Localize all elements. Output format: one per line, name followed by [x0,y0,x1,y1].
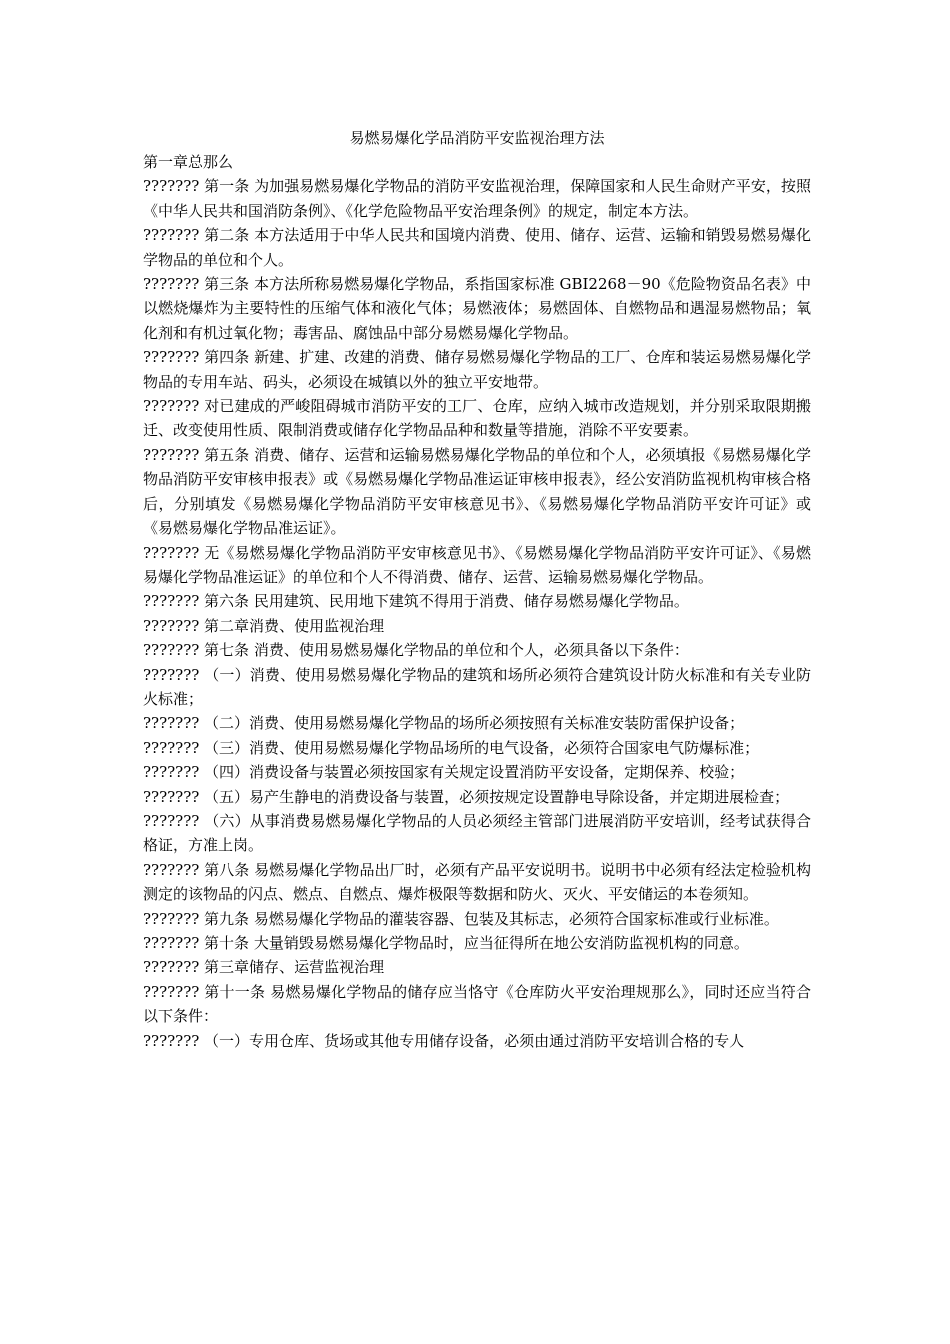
paragraph: ??????? 第六条 民用建筑、民用地下建筑不得用于消费、储存易燃易爆化学物品。 [143,592,689,611]
paragraph: ??????? 无《易燃易爆化学物品消防平安审核意见书》、《易燃易爆化学物品消防平安许可证》、《易燃易爆化学物品准运证》的单位和个人不得消费、储存、运营、运输易燃易爆化学物品。 [143,543,811,586]
chapter-heading: 第一章总那么 [143,153,234,171]
paragraph: ??????? 第十一条 易燃易爆化学物品的储存应当恪守《仓库防火平安治理规那么》，同时还应当符合以下条件： [143,982,811,1026]
paragraph: ??????? 对已建成的严峻阻碍城市消防平安的工厂、仓库，应纳入城市改造规划，并分别采取限期搬迁、改变使用性质、限制消费或储存化学物品品种和数量等措施，消除不平安要素。 [143,397,811,440]
paragraph: ??????? 第九条 易燃易爆化学物品的灌装容器、包装及其标志，必须符合国家标准或行业标准。 [143,909,779,928]
paragraph: ??????? （六）从事消费易燃易爆化学物品的人员必须经主管部门进展消防平安培训，经考试获得合格证，方准上岗。 [143,811,811,855]
paragraph: ??????? 第七条 消费、使用易燃易爆化学物品的单位和个人，必须具备以下条件： [143,641,689,660]
document-body [143,126,811,1053]
paragraph: ??????? （四）消费设备与装置必须按国家有关规定设置消防平安设备，定期保养、校验； [143,763,745,782]
paragraph: ??????? 第二条 本方法适用于中华人民共和国境内消费、使用、储存、运营、运输和销毁易燃易爆化学物品的单位和个人。 [143,226,811,269]
document-title: 易燃易爆化学品消防平安监视治理方法 [349,129,605,147]
paragraph: ??????? （一）消费、使用易燃易爆化学物品的建筑和场所必须符合建筑设计防火标准和有关专业防火标准； [143,665,811,708]
paragraph: ??????? 第十条 大量销毁易燃易爆化学物品时，应当征得所在地公安消防监视机构的同意。 [143,934,749,952]
chapter-heading: ??????? 第二章消费、使用监视治理 [143,616,385,635]
paragraph: ??????? 第三条 本方法所称易燃易爆化学物品，系指国家标准 GBI2268－90《危险物资品名表》中以燃烧爆炸为主要特性的压缩气体和液化气体；易燃液体；易燃固体、自燃物品和遇湿易燃物品；氧化剂和有机过氧化物；毒害品、腐蚀品中部分易燃易爆化学物品。 [143,275,811,342]
paragraph: ??????? （一）专用仓库、货场或其他专用储存设备，必须由通过消防平安培训合格的专人 [143,1031,745,1050]
paragraph: ??????? 第五条 消费、储存、运营和运输易燃易爆化学物品的单位和个人，必须填报《易燃易爆化学物品消防平安审核申报表》或《易燃易爆化学物品准运证审核申报表》，经公安消防监视机构审核合格后，分别填发《易燃易爆化学物品消防平安审核意见书》、《易燃易爆化学物品消防平安许可证》或《易燃易爆化学物品准运证》。 [143,445,811,538]
paragraph: ??????? （二）消费、使用易燃易爆化学物品的场所必须按照有关标准安装防雷保护设备； [143,714,745,733]
paragraph: ??????? 第一条 为加强易燃易爆化学物品的消防平安监视治理，保障国家和人民生命财产平安，按照《中华人民共和国消防条例》、《化学危险物品平安治理条例》的规定，制定本方法。 [143,177,811,220]
paragraph: ??????? 第四条 新建、扩建、改建的消费、储存易燃易爆化学物品的工厂、仓库和装运易燃易爆化学物品的专用车站、码头，必须设在城镇以外的独立平安地带。 [143,348,811,391]
chapter-heading: ??????? 第三章储存、运营监视治理 [143,958,385,977]
paragraph: ??????? （三）消费、使用易燃易爆化学物品场所的电气设备，必须符合国家电气防爆标准； [143,738,760,757]
paragraph: ??????? 第八条 易燃易爆化学物品出厂时，必须有产品平安说明书。说明书中必须有经法定检验机构测定的该物品的闪点、燃点、自燃点、爆炸极限等数据和防火、灭火、平安储运的本卷须知。 [143,860,811,904]
paragraph: ??????? （五）易产生静电的消费设备与装置，必须按规定设置静电导除设备，并定期进展检查； [143,787,790,806]
